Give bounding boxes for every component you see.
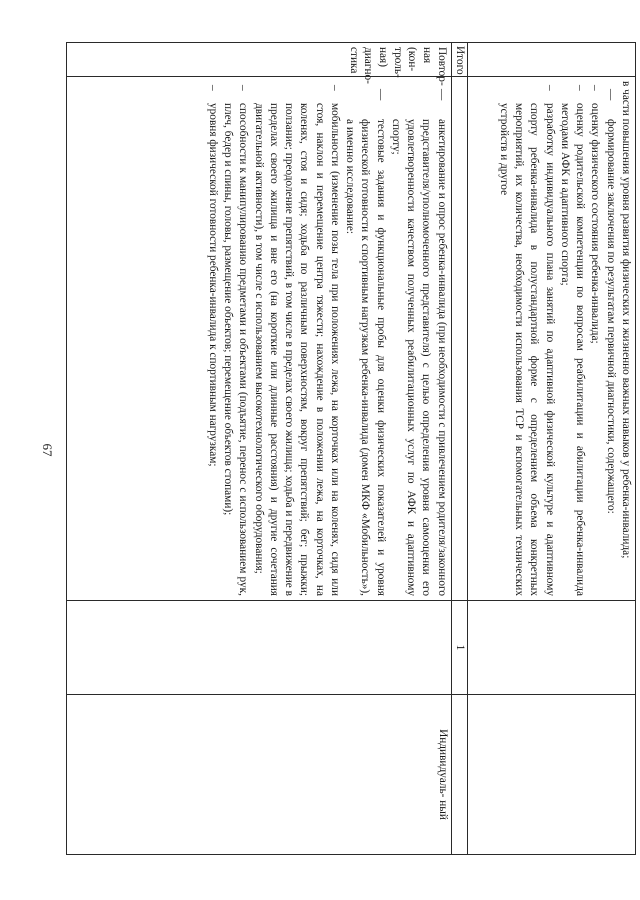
list-item: — тестовые задания и функциональные пробы для оценки физических показателей и уровня физической готовности к спортивным нагрузкам ребенка-инвалида (домен МКФ «Мобильность»), а именно исследование: (342, 81, 388, 596)
list-item: – оценку родительской компетенции по вопросам реабилитации и абилитации ребенка-инвалида методами АФК и адаптивного спорта; (557, 81, 588, 596)
row2-sub-list (342, 81, 449, 596)
row1-list (496, 81, 603, 596)
content-cell (468, 77, 636, 601)
rotated-table-frame (66, 42, 636, 854)
row2-list (205, 81, 342, 596)
note-cell-empty (468, 695, 636, 855)
total-content-empty (451, 77, 467, 601)
row1-intro: в части повышения уровня развития физических и жизненно важных навыков у ребенка-инвалида; (620, 81, 632, 559)
table-row (67, 43, 452, 855)
row1-sub-list (603, 81, 618, 596)
total-label: Итого (454, 46, 466, 75)
total-cell (451, 43, 467, 77)
services-table (66, 42, 636, 855)
total-quantity-cell (451, 601, 467, 695)
list-item: – мобильности (изменение позы тела при положениях лежа, на корточках или на коленях, сидя или стоя, наклон и перемещение центра тяжести; нахождение в положении лежа, на корточках, на коленях, стоя и сидя; ходьба по различным поверхностям, вокруг препятствий; бег; прыжки; ползание; преодоление препятствий, в том числе в пределах своего жилища; ходьба и передвижение в пределах своего жилища и вне его (на короткие или длинные расстояния) и другие сочетания двигательной активности), в том числе с использованием высокотехнологического оборудования; (251, 81, 343, 596)
list-item: – разработку индивидуального плана занятий по адаптивной физической культуре и адаптивному спорту ребенка-инвалида в полустандартной форме с определением объема конкретных мероприятий, их количества, необходимости использования ТСР и вспомогательных технических устройств и другое (496, 81, 557, 596)
content-cell (67, 77, 452, 601)
list-item: – способности к манипулированию предметами и объектами (подъятие, перенос с использованием рук, плеч, бедер и спины, головы, размещение объектов; перемещение объектов стопами); (220, 81, 251, 596)
list-item: — анкетирование и опрос ребенка-инвалида (при необходимости с привлечением родителя/законного представителя/уполномоченного представителя) с целью определения уровня самооценки его удовлетворенности качеством полученных реабилитационных услуг по АФК и адаптивному спорту; (388, 81, 449, 596)
note-text: Индивидуаль- ный (436, 729, 449, 820)
stage-label: Повтор- ная (кон- троль- ная) диагно- стика (347, 47, 448, 86)
list-item: – уровня физической готовности ребенка-инвалида к спортивным нагрузкам; (205, 81, 220, 596)
note-cell (67, 695, 452, 855)
stage-cell (67, 43, 452, 86)
total-quantity: 1 (454, 644, 466, 651)
quantity-cell-empty (468, 601, 636, 695)
page-number: 67 (40, 443, 55, 457)
table-row (451, 43, 467, 855)
total-note-empty (451, 695, 467, 855)
list-item: – оценку физического состояния ребенка-инвалида; (587, 81, 602, 596)
stage-cell-empty (468, 43, 636, 77)
quantity-cell-empty (67, 601, 452, 695)
list-item: — формирование заключения по результатам первичной диагностики, содержащего: (603, 81, 618, 596)
table-row (468, 43, 636, 855)
